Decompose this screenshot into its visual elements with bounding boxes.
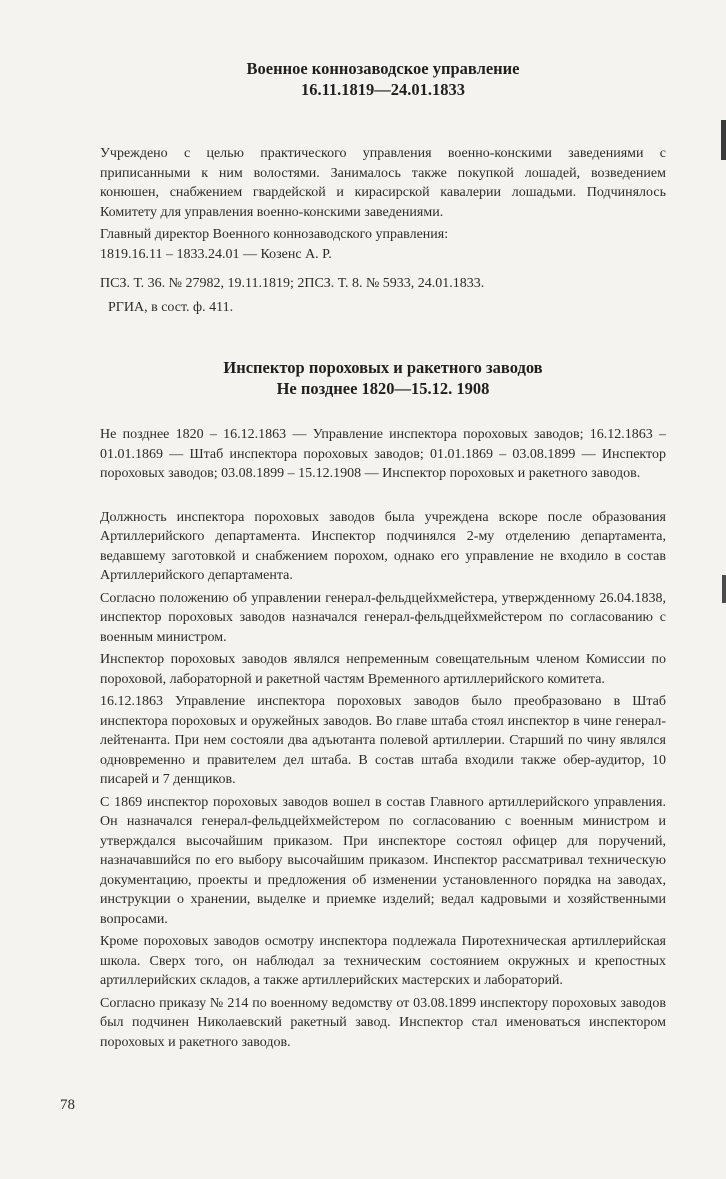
section1-sources: ПСЗ. Т. 36. № 27982, 19.11.1819; 2ПСЗ. Т. 8. № 5933, 24.01.1833. <box>100 276 485 291</box>
section2-paragraph: Кроме пороховых заводов осмотру инспектора подлежала Пиротехническая артиллерийская школа. Сверх того, он наблюдал за техническим состоянием окружных и крепостных артиллерийских складов, а также артиллерийских мастерских и лабораторий. <box>100 934 666 988</box>
section1-archive: РГИА, в сост. ф. 411. <box>108 299 234 315</box>
section1-director-entry: 1819.16.11 – 1833.24.01 — Козенс А. Р. <box>100 246 332 262</box>
section1-dates: 16.11.1819—24.01.1833 <box>300 80 466 99</box>
section2-paragraph: Согласно приказу № 214 по военному ведомству от 03.08.1899 инспектору пороховых заводов был подчинен Николаевский ракетный завод. Инспектор стал именоваться инспектором пороховых и ракетного заводов. <box>100 995 666 1050</box>
section2-names-history: Не позднее 1820 – 16.12.1863 — Управление инспектора пороховых заводов; 16.12.1863 – 01.01.1869 — Штаб инспектора пороховых заводов; 01.01.1869 – 03.08.1899 — Инспектор пороховых заводов; 03.08.1899 – 15.12.1908 — Инспектор пороховых и ракетного заводов. <box>100 427 666 481</box>
section1-title: Военное коннозаводское управление <box>246 59 520 78</box>
section2-paragraph: 16.12.1863 Управление инспектора пороховых заводов было преобразовано в Штаб инспектора пороховых и оружейных заводов. Во главе штаба стоял инспектор в чине генерал-лейтенанта. При нем состояли два адъютанта полевой артиллерии. Старший по чину являлся одновременно и правителем дел штаба. В состав штаба входили также обер-аудитор, 10 писарей и 7 денщиков. <box>100 694 666 787</box>
section1-description: Учреждено с целью практического управления военно-конскими заведениями с приписанными к ним волостями. Занималось также покупкой лошадей, возведением конюшен, снабжением гвардейской и кирасирской кавалерии лошадьми. Подчинялось Комитету для управления военно-конскими заведениями. <box>100 146 666 220</box>
page-edge-mark <box>722 575 726 603</box>
page-number: 78 <box>60 1097 75 1113</box>
section2-dates: Не позднее 1820—15.12. 1908 <box>276 379 490 398</box>
section1-director-label: Главный директор Военного коннозаводского управления: <box>100 227 449 242</box>
section2-heading <box>100 357 666 399</box>
section2-paragraph: Инспектор пороховых заводов являлся непременным совещательным членом Комиссии по пороховой, лабораторной и ракетной частям Временного артиллерийского комитета. <box>100 652 666 687</box>
section2-title: Инспектор пороховых и ракетного заводов <box>223 358 543 377</box>
section2-paragraph: Должность инспектора пороховых заводов была учреждена вскоре после образования Артиллерийского департамента. Инспектор подчинялся 2-му отделению департамента, ведавшему заготовкой и снабжением порохом, однако его управление не входило в состав Артиллерийского департамента. <box>100 509 666 583</box>
section2-paragraph: Согласно положению об управлении генерал-фельдцейхмейстера, утвержденному 26.04.1838, инспектор пороховых заводов назначался генерал-фельдцейхмейстером по согласованию с военным министром. <box>100 590 666 645</box>
section1-body <box>100 144 666 317</box>
section1-heading <box>100 58 666 100</box>
page-edge-mark <box>721 120 726 160</box>
section2-paragraph: С 1869 инспектор пороховых заводов вошел в состав Главного артиллерийского управления. Он назначался генерал-фельдцейхмейстером по согласованию с военным министром и утверждался высочайшим приказом. При инспекторе состоял офицер для поручений, назначавшийся по его выбору высочайшим приказом. Инспектор рассматривал техническую документацию, проекты и предложения об изменении установленного порядка на заводах, инструкции о хранении, выделке и приемке изделий; ведал кадровыми и хозяйственными вопросами. <box>100 794 666 927</box>
section2-body <box>100 508 666 1053</box>
page-content <box>100 58 666 1052</box>
